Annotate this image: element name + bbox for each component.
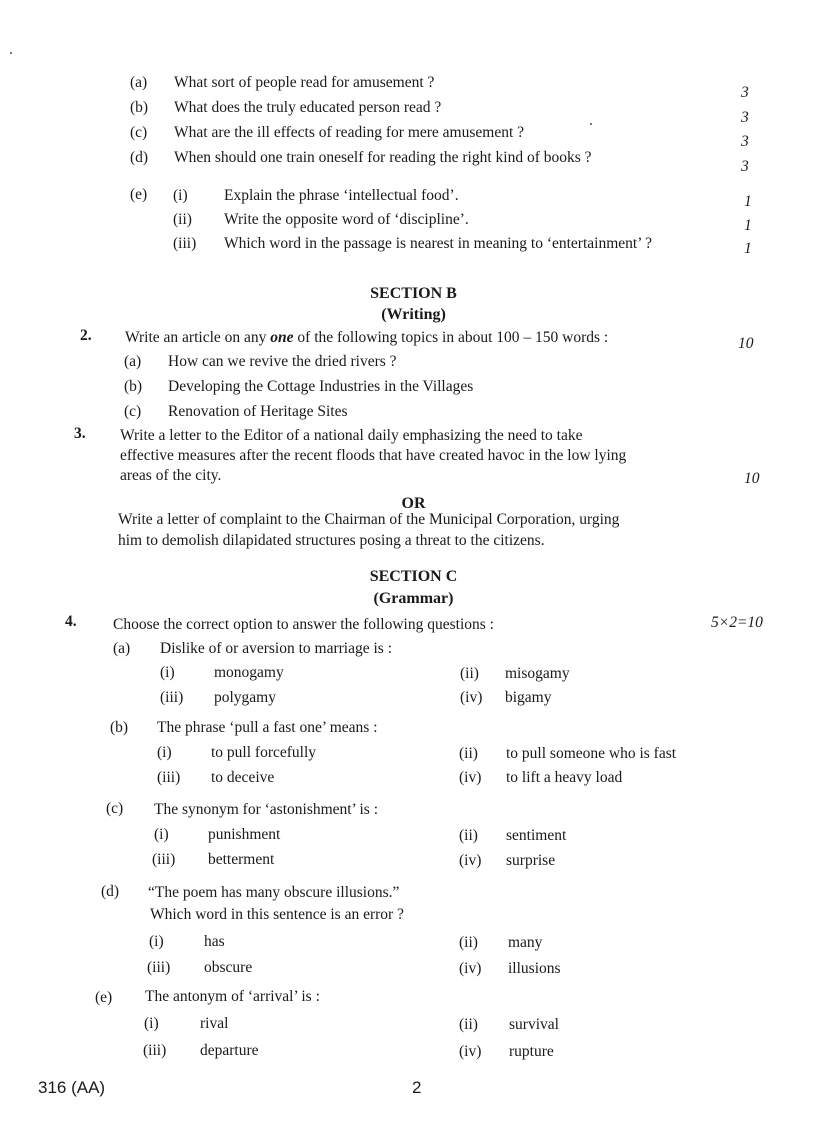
- q2-a-label: (a): [124, 353, 142, 370]
- q4-b-opt-iv-text: to lift a heavy load: [506, 769, 623, 786]
- q4-c-label: (c): [106, 800, 124, 817]
- q2-prompt-emphasis: one: [270, 329, 294, 346]
- q4-b-opt-i-text: to pull forcefully: [211, 744, 317, 761]
- q1-b-label: (b): [130, 99, 149, 116]
- q1-e-i-text: Explain the phrase ‘intellectual food’.: [224, 187, 459, 204]
- q2-prompt: [125, 329, 608, 347]
- q4-b-opt-iv-label: (iv): [459, 769, 482, 786]
- q2-c-text: Renovation of Heritage Sites: [168, 403, 348, 420]
- q3-alt-line-1: Write a letter of complaint to the Chairman of the Municipal Corporation, urging: [118, 511, 620, 528]
- q1-d-marks: 3: [741, 158, 749, 175]
- q4-a-opt-iv-text: bigamy: [505, 689, 552, 706]
- section-b-title: SECTION B: [370, 285, 457, 302]
- q4-a-label: (a): [113, 640, 131, 657]
- q4-b-opt-iii-label: (iii): [157, 769, 181, 786]
- q1-d-label: (d): [130, 149, 149, 166]
- q4-e-opt-ii-label: (ii): [459, 1016, 478, 1033]
- q4-d-opt-i-label: (i): [149, 933, 164, 950]
- q4-e-opt-i-text: rival: [200, 1015, 229, 1032]
- q4-d-opt-iv-text: illusions: [508, 960, 561, 977]
- q4-d-stem-2: Which word in this sentence is an error ?: [150, 906, 404, 923]
- q4-prompt: Choose the correct option to answer the following questions :: [113, 616, 494, 633]
- q1-e-ii-text: Write the opposite word of ‘discipline’.: [224, 211, 469, 228]
- q4-c-opt-iv-text: surprise: [506, 852, 556, 869]
- q4-c-opt-ii-text: sentiment: [506, 827, 567, 844]
- section-c-title: SECTION C: [369, 568, 458, 585]
- q4-c-opt-ii-label: (ii): [459, 827, 478, 844]
- q1-e-i-label: (i): [173, 187, 188, 204]
- q4-e-opt-i-label: (i): [144, 1015, 159, 1032]
- q3-number: 3.: [74, 425, 86, 442]
- q4-d-opt-iii-text: obscure: [204, 959, 253, 976]
- q4-e-opt-iii-label: (iii): [143, 1042, 167, 1059]
- q4-d-stem-1: “The poem has many obscure illusions.”: [148, 884, 400, 901]
- q4-a-opt-iv-label: (iv): [460, 689, 483, 706]
- q4-c-opt-iv-label: (iv): [459, 852, 482, 869]
- q4-number: 4.: [65, 613, 77, 630]
- q2-a-text: How can we revive the dried rivers ?: [168, 353, 397, 370]
- q2-b-text: Developing the Cottage Industries in the Villages: [168, 378, 474, 395]
- q3-line-3: areas of the city.: [120, 467, 222, 484]
- paper-code: 316 (AA): [38, 1078, 106, 1097]
- q1-e-iii-label: (iii): [173, 235, 197, 252]
- q4-a-opt-ii-text: misogamy: [505, 665, 570, 682]
- q1-c-text: What are the ill effects of reading for mere amusement ?: [174, 124, 525, 141]
- q4-e-opt-iii-text: departure: [200, 1042, 259, 1059]
- scan-speck: [590, 123, 592, 125]
- q4-a-opt-iii-label: (iii): [160, 689, 184, 706]
- scan-speck: [10, 52, 12, 54]
- q2-number: 2.: [80, 327, 92, 344]
- q4-e-opt-iv-text: rupture: [509, 1043, 554, 1060]
- q1-c-label: (c): [130, 124, 148, 141]
- section-c-subtitle: (Grammar): [373, 590, 454, 607]
- q2-c-label: (c): [124, 403, 142, 420]
- q4-b-label: (b): [110, 719, 129, 736]
- q4-c-opt-iii-label: (iii): [152, 851, 176, 868]
- q4-a-opt-ii-label: (ii): [460, 665, 479, 682]
- q4-e-opt-iv-label: (iv): [459, 1043, 482, 1060]
- q1-e-iii-marks: 1: [744, 240, 752, 257]
- q4-c-opt-iii-text: betterment: [208, 851, 275, 868]
- q1-a-text: What sort of people read for amusement ?: [174, 74, 435, 91]
- q4-e-opt-ii-text: survival: [509, 1016, 559, 1033]
- q4-d-opt-i-text: has: [204, 933, 225, 950]
- q3-line-1: Write a letter to the Editor of a national daily emphasizing the need to take: [120, 427, 583, 444]
- q1-a-marks: 3: [741, 84, 749, 101]
- q1-d-text: When should one train oneself for reading the right kind of books ?: [174, 149, 592, 166]
- q1-b-marks: 3: [741, 109, 749, 126]
- q3-marks: 10: [744, 470, 760, 487]
- q4-a-stem: Dislike of or aversion to marriage is :: [160, 640, 393, 657]
- q4-d-opt-iii-label: (iii): [147, 959, 171, 976]
- q4-b-opt-ii-label: (ii): [459, 745, 478, 762]
- q1-e-ii-marks: 1: [744, 217, 752, 234]
- q4-c-stem: The synonym for ‘astonishment’ is :: [154, 801, 379, 818]
- q4-e-stem: The antonym of ‘arrival’ is :: [145, 988, 320, 1005]
- q4-b-stem: The phrase ‘pull a fast one’ means :: [157, 719, 378, 736]
- q4-c-opt-i-text: punishment: [208, 826, 281, 843]
- q4-c-opt-i-label: (i): [154, 826, 169, 843]
- q4-d-opt-ii-label: (ii): [459, 934, 478, 951]
- q4-e-label: (e): [95, 989, 113, 1006]
- q4-b-opt-ii-text: to pull someone who is fast: [506, 745, 677, 762]
- q3-or-label: OR: [401, 495, 426, 512]
- q2-prompt-pre: Write an article on any: [125, 329, 267, 346]
- q4-marks: 5×2=10: [711, 614, 763, 631]
- q4-a-opt-i-text: monogamy: [214, 664, 284, 681]
- q4-a-opt-i-label: (i): [160, 664, 175, 681]
- q2-b-label: (b): [124, 378, 143, 395]
- q2-marks: 10: [738, 335, 754, 352]
- q4-d-label: (d): [101, 883, 120, 900]
- q1-c-marks: 3: [741, 133, 749, 150]
- q3-line-2: effective measures after the recent floods that have created havoc in the low lying: [120, 447, 627, 464]
- q4-d-opt-ii-text: many: [508, 934, 543, 951]
- q3-alt-line-2: him to demolish dilapidated structures posing a threat to the citizens.: [118, 532, 545, 549]
- page-number: 2: [412, 1078, 422, 1097]
- q1-e-i-marks: 1: [744, 193, 752, 210]
- q1-e-ii-label: (ii): [173, 211, 192, 228]
- section-b-subtitle: (Writing): [381, 306, 446, 323]
- q1-e-iii-text: Which word in the passage is nearest in meaning to ‘entertainment’ ?: [224, 235, 652, 252]
- q4-b-opt-i-label: (i): [157, 744, 172, 761]
- q4-d-opt-iv-label: (iv): [459, 960, 482, 977]
- q1-b-text: What does the truly educated person read ?: [174, 99, 442, 116]
- q4-b-opt-iii-text: to deceive: [211, 769, 275, 786]
- q1-e-label: (e): [130, 186, 148, 203]
- q4-a-opt-iii-text: polygamy: [214, 689, 276, 706]
- q1-a-label: (a): [130, 74, 148, 91]
- q2-prompt-post: of the following topics in about 100 – 150 words :: [297, 329, 609, 346]
